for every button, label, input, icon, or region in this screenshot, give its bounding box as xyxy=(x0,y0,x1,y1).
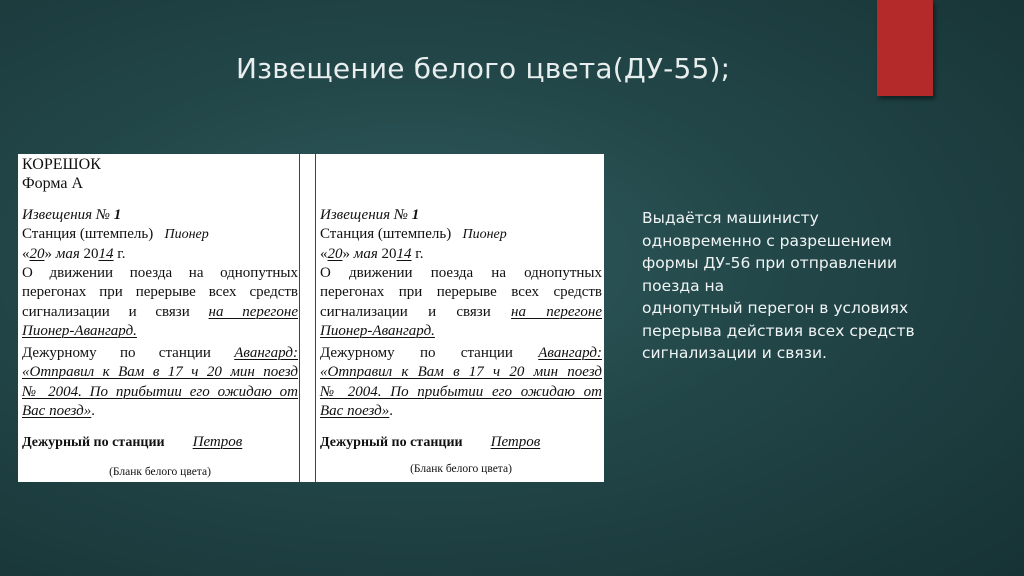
slide-title: Извещение белого цвета(ДУ-55); xyxy=(236,52,731,85)
slide-description xyxy=(642,207,982,365)
accent-bar xyxy=(877,0,933,96)
station-name: Пионер xyxy=(164,227,209,242)
duty-line xyxy=(22,344,298,362)
station-label: Станция (штемпель) xyxy=(320,226,452,242)
notice-label: Извещения № xyxy=(320,207,409,223)
message-line-3-end: . xyxy=(91,403,96,419)
notice-line xyxy=(22,206,298,224)
signature-label: Дежурный по станции xyxy=(320,435,463,450)
message-line-3-end: . xyxy=(389,403,394,419)
duty-label: Дежурному по станции xyxy=(320,345,513,361)
date-open-quote: « xyxy=(320,246,328,262)
date-day: 20 xyxy=(327,246,343,262)
message-line-3-text: Вас поезд» xyxy=(320,403,390,419)
date-year-prefix: 20 xyxy=(83,246,99,262)
form-divider-left xyxy=(299,154,300,482)
date-year-suffix: 14 xyxy=(98,246,114,262)
message-line-2: № 2004. По прибытии его ожидаю от xyxy=(320,384,602,400)
duty-station: Авангард: xyxy=(538,345,602,361)
duty-station: Авангард: xyxy=(234,345,298,361)
form-stub-column xyxy=(22,154,298,482)
date-open-quote: « xyxy=(22,246,30,262)
notice-label: Извещения № xyxy=(22,207,111,223)
text-line-3b: на перегоне xyxy=(208,304,298,320)
text-line-3a: сигнализации и связи xyxy=(320,304,491,320)
station-line xyxy=(22,225,298,244)
text-line-3b: на перегоне xyxy=(511,304,602,320)
date-close-quote: » xyxy=(342,246,350,262)
description-line: одновременно с разрешением xyxy=(642,231,892,250)
description-line: формы ДУ-56 при отправлении xyxy=(642,254,898,272)
description-line: сигнализации и связи. xyxy=(642,344,827,362)
date-line xyxy=(22,245,298,263)
signature-name: Петров xyxy=(490,434,541,450)
station-label: Станция (штемпель) xyxy=(22,226,154,242)
notice-number: 1 xyxy=(411,207,420,223)
form-divider-right xyxy=(315,154,316,482)
date-year-unit: г. xyxy=(117,246,126,262)
signature-line xyxy=(320,433,602,452)
stub-header-title: КОРЕШОК xyxy=(22,156,101,173)
duty-label: Дежурному по станции xyxy=(22,345,211,361)
blank-caption: (Бланк белого цвета) xyxy=(410,463,512,475)
signature-label: Дежурный по станции xyxy=(22,435,165,450)
date-day: 20 xyxy=(29,246,45,262)
message-line-3-text: Вас поезд» xyxy=(22,403,92,419)
form-notice-column xyxy=(320,154,602,482)
route-name: Пионер-Авангард. xyxy=(320,323,435,339)
station-line xyxy=(320,225,602,244)
text-line-3a: сигнализации и связи xyxy=(22,304,190,320)
date-year-suffix: 14 xyxy=(396,246,412,262)
text-line-1: О движении поезда на однопутных xyxy=(22,265,298,281)
text-line-1: О движении поезда на однопутных xyxy=(320,265,602,281)
blank-caption: (Бланк белого цвета) xyxy=(109,466,211,478)
text-line-2: перегонах при перерыве всех средств xyxy=(320,284,602,300)
text-line-3 xyxy=(320,303,602,321)
date-year-unit: г. xyxy=(415,246,424,262)
route-name: Пионер-Авангард. xyxy=(22,323,137,339)
signature-name: Петров xyxy=(192,434,243,450)
notice-line xyxy=(320,206,602,224)
duty-line xyxy=(320,344,602,362)
message-line-3 xyxy=(320,402,393,420)
description-line: поезда на xyxy=(642,276,725,295)
description-line: однопутный перегон в условиях xyxy=(642,299,909,317)
date-close-quote: » xyxy=(44,246,52,262)
form-image xyxy=(18,154,604,482)
message-line-2: № 2004. По прибытии его ожидаю от xyxy=(22,384,298,400)
date-year-prefix: 20 xyxy=(381,246,397,262)
message-line-1: «Отправил к Вам в 17 ч 20 мин поезд xyxy=(22,364,298,380)
signature-line xyxy=(22,433,298,452)
description-line: перерыва действия всех средств xyxy=(642,321,915,340)
text-line-3 xyxy=(22,303,298,321)
description-line: Выдаётся машинисту xyxy=(642,209,819,227)
message-line-1: «Отправил к Вам в 17 ч 20 мин поезд xyxy=(320,364,602,380)
text-line-2: перегонах при перерыве всех средств xyxy=(22,284,298,300)
stub-header-form: Форма А xyxy=(22,175,84,192)
date-month: мая xyxy=(55,246,80,262)
date-line xyxy=(320,245,602,263)
date-month: мая xyxy=(353,246,378,262)
station-name: Пионер xyxy=(462,227,507,242)
notice-number: 1 xyxy=(113,207,122,223)
message-line-3 xyxy=(22,402,95,420)
